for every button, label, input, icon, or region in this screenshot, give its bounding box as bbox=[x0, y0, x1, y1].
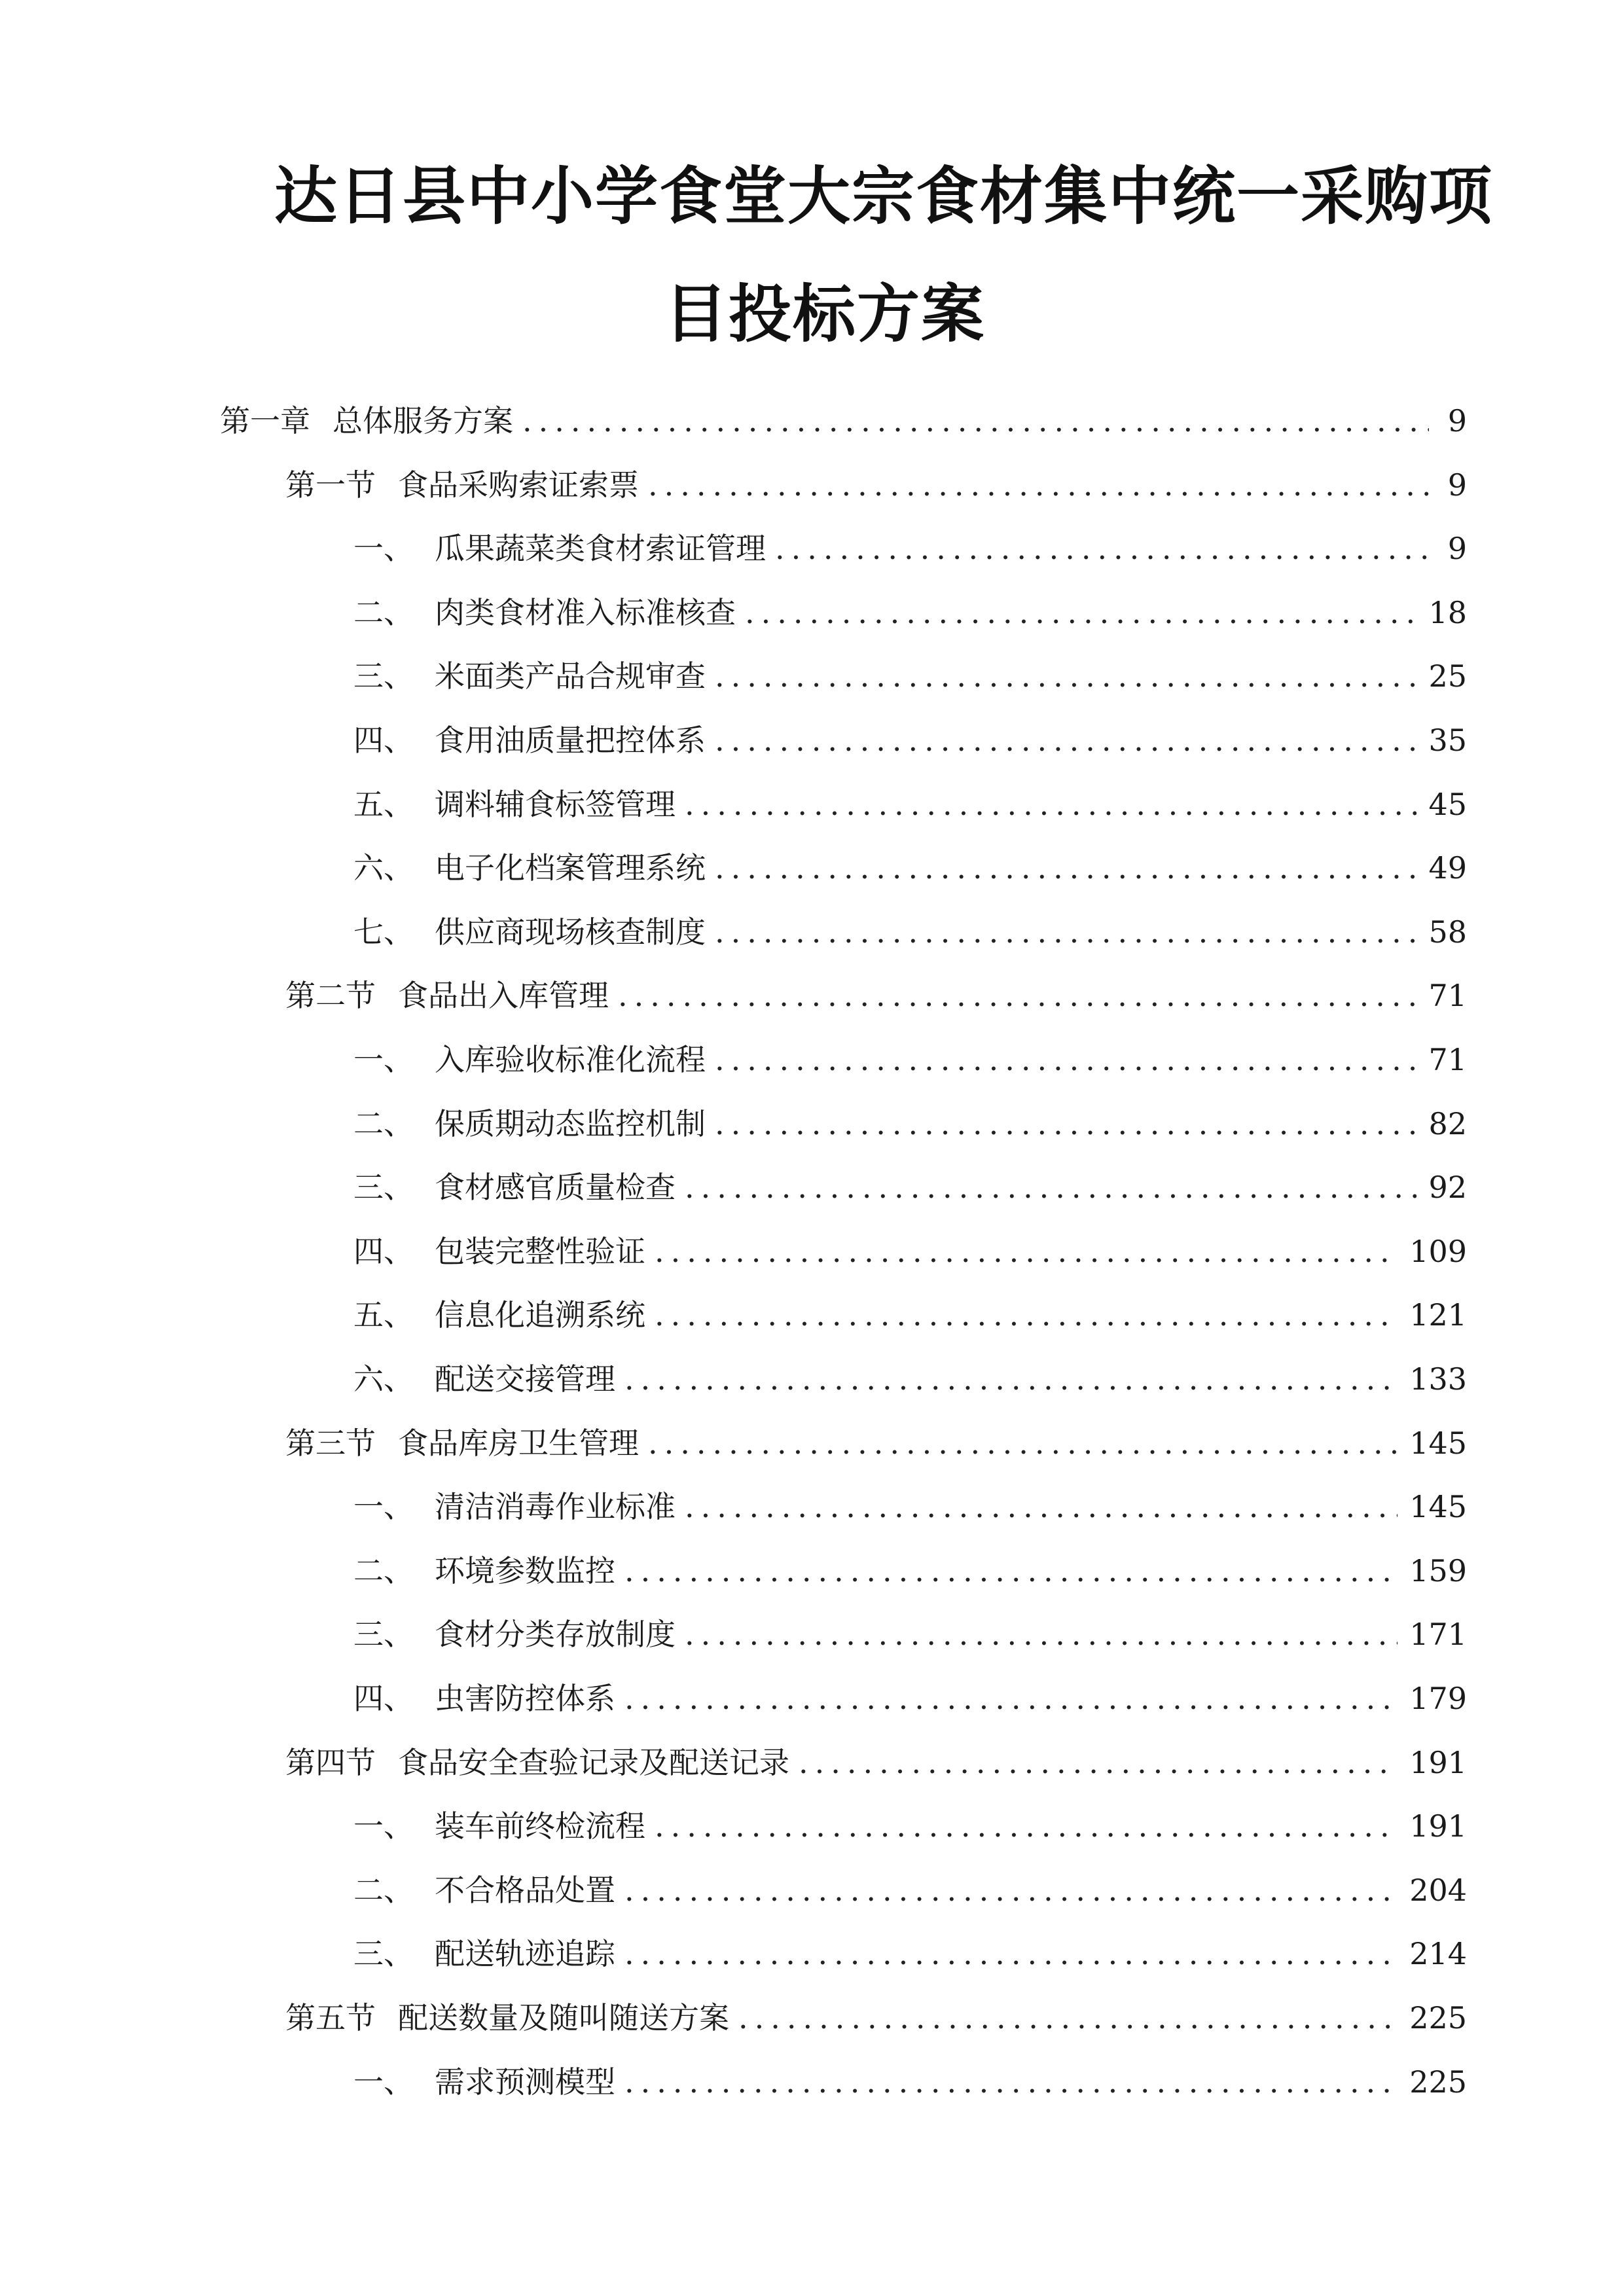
toc-entry-page-number: 191 bbox=[1409, 1808, 1467, 1844]
toc-entry[interactable] bbox=[353, 1101, 1467, 1147]
toc-entry-number: 第四节 bbox=[285, 1744, 376, 1780]
toc-entry-title: 入库验收标准化流程 bbox=[435, 1042, 706, 1077]
toc-entry-page-number: 159 bbox=[1409, 1552, 1467, 1588]
toc-dot-leader bbox=[624, 1867, 1398, 1913]
toc-entry-number: 六、 bbox=[353, 1361, 414, 1397]
toc-dot-leader bbox=[648, 462, 1429, 508]
toc-entry-page-number: 49 bbox=[1428, 850, 1467, 886]
toc-entry[interactable] bbox=[353, 1356, 1467, 1402]
toc-entry[interactable] bbox=[285, 462, 1467, 508]
toc-dot-leader bbox=[715, 845, 1416, 891]
toc-entry-title: 包装完整性验证 bbox=[435, 1233, 645, 1269]
toc-entry-page-number: 214 bbox=[1409, 1936, 1467, 1972]
toc-entry-page-number: 71 bbox=[1428, 1042, 1467, 1077]
toc-entry[interactable] bbox=[285, 973, 1467, 1018]
toc-entry-number: 五、 bbox=[353, 786, 414, 822]
toc-entry-page-number: 45 bbox=[1428, 786, 1467, 822]
toc-dot-leader bbox=[745, 590, 1416, 636]
toc-entry-title: 食材感官质量检查 bbox=[435, 1170, 676, 1206]
toc-entry-number: 五、 bbox=[353, 1297, 414, 1333]
toc-dot-leader bbox=[624, 1931, 1398, 1977]
toc-entry-number: 三、 bbox=[353, 1170, 414, 1206]
toc-entry-title: 食品库房卫生管理 bbox=[398, 1425, 639, 1461]
toc-entry-page-number: 109 bbox=[1409, 1233, 1467, 1269]
toc-entry[interactable] bbox=[353, 2059, 1467, 2105]
toc-entry-number: 一、 bbox=[353, 1042, 414, 1077]
toc-dot-leader bbox=[655, 1803, 1398, 1849]
toc-entry[interactable] bbox=[285, 1420, 1467, 1466]
toc-entry[interactable] bbox=[353, 526, 1467, 571]
toc-entry-page-number: 225 bbox=[1409, 2000, 1467, 2036]
toc-dot-leader bbox=[799, 1740, 1398, 1785]
toc-entry-title: 信息化追溯系统 bbox=[435, 1297, 645, 1333]
toc-entry-title: 食品安全查验记录及配送记录 bbox=[398, 1744, 789, 1780]
toc-entry-number: 第一节 bbox=[285, 467, 376, 503]
toc-entry-title: 瓜果蔬菜类食材索证管理 bbox=[435, 531, 766, 567]
toc-entry[interactable] bbox=[353, 1867, 1467, 1913]
toc-dot-leader bbox=[715, 1037, 1416, 1083]
toc-dot-leader bbox=[624, 2059, 1398, 2105]
toc-entry-number: 二、 bbox=[353, 1552, 414, 1588]
toc-entry-number: 三、 bbox=[353, 658, 414, 694]
toc-entry[interactable] bbox=[285, 1740, 1467, 1785]
toc-entry-page-number: 204 bbox=[1409, 1872, 1467, 1908]
toc-entry-title: 装车前终检流程 bbox=[435, 1808, 645, 1844]
toc-entry-number: 三、 bbox=[353, 1617, 414, 1653]
toc-entry[interactable] bbox=[353, 1548, 1467, 1594]
toc-entry-title: 总体服务方案 bbox=[333, 403, 513, 439]
toc-entry-title: 食材分类存放制度 bbox=[435, 1617, 676, 1653]
toc-dot-leader bbox=[775, 526, 1429, 571]
toc-entry-number: 四、 bbox=[353, 723, 414, 758]
toc-entry-page-number: 145 bbox=[1409, 1425, 1467, 1461]
toc-entry-title: 食用油质量把控体系 bbox=[435, 723, 706, 758]
toc-entry[interactable] bbox=[220, 398, 1467, 444]
toc-entry-number: 一、 bbox=[353, 1489, 414, 1525]
toc-dot-leader bbox=[685, 1611, 1398, 1657]
toc-entry[interactable] bbox=[353, 845, 1467, 891]
toc-entry[interactable] bbox=[353, 1484, 1467, 1530]
toc-entry-number: 二、 bbox=[353, 1105, 414, 1141]
toc-entry-page-number: 71 bbox=[1428, 978, 1467, 1014]
toc-entry-number: 二、 bbox=[353, 594, 414, 630]
toc-entry-page-number: 179 bbox=[1409, 1681, 1467, 1716]
toc-entry-page-number: 25 bbox=[1428, 658, 1467, 694]
toc-entry[interactable] bbox=[353, 1931, 1467, 1977]
toc-entry[interactable] bbox=[353, 1676, 1467, 1721]
toc-entry-number: 第三节 bbox=[285, 1425, 376, 1461]
toc-dot-leader bbox=[655, 1229, 1398, 1274]
document-title-line-2: 目投标方案 bbox=[664, 278, 985, 351]
toc-dot-leader bbox=[655, 1292, 1398, 1338]
toc-entry-page-number: 191 bbox=[1409, 1744, 1467, 1780]
toc-entry[interactable] bbox=[353, 909, 1467, 955]
toc-dot-leader bbox=[715, 1101, 1416, 1147]
toc-entry[interactable] bbox=[353, 653, 1467, 699]
toc-entry-page-number: 58 bbox=[1428, 914, 1467, 950]
toc-dot-leader bbox=[685, 781, 1416, 827]
toc-dot-leader bbox=[715, 717, 1416, 763]
toc-entry-title: 需求预测模型 bbox=[435, 2064, 615, 2100]
toc-entry-title: 配送数量及随叫随送方案 bbox=[398, 2000, 729, 2036]
toc-entry[interactable] bbox=[353, 781, 1467, 827]
toc-entry-number: 二、 bbox=[353, 1872, 414, 1908]
toc-entry-number: 一、 bbox=[353, 1808, 414, 1844]
toc-dot-leader bbox=[522, 398, 1429, 444]
toc-entry-title: 清洁消毒作业标准 bbox=[435, 1489, 676, 1525]
toc-entry[interactable] bbox=[353, 717, 1467, 763]
toc-entry-title: 供应商现场核查制度 bbox=[435, 914, 706, 950]
toc-entry-page-number: 171 bbox=[1409, 1617, 1467, 1653]
toc-entry-title: 肉类食材准入标准核查 bbox=[435, 594, 736, 630]
toc-entry-page-number: 35 bbox=[1428, 723, 1467, 758]
document-title-line-1: 达日县中小学食堂大宗食材集中统一采购项 bbox=[274, 160, 1493, 233]
toc-entry[interactable] bbox=[353, 1292, 1467, 1338]
toc-entry-page-number: 225 bbox=[1409, 2064, 1467, 2100]
toc-entry-page-number: 9 bbox=[1447, 403, 1467, 439]
toc-entry-title: 环境参数监控 bbox=[435, 1552, 615, 1588]
toc-entry-title: 虫害防控体系 bbox=[435, 1681, 615, 1716]
toc-entry-number: 第五节 bbox=[285, 2000, 376, 2036]
toc-dot-leader bbox=[738, 1995, 1398, 2041]
toc-entry-page-number: 9 bbox=[1447, 467, 1467, 503]
toc-dot-leader bbox=[624, 1548, 1398, 1594]
toc-dot-leader bbox=[715, 909, 1416, 955]
toc-dot-leader bbox=[648, 1420, 1398, 1466]
toc-entry-title: 食品采购索证索票 bbox=[398, 467, 639, 503]
toc-dot-leader bbox=[685, 1484, 1398, 1530]
toc-entry-title: 调料辅食标签管理 bbox=[435, 786, 676, 822]
toc-entry[interactable] bbox=[353, 1164, 1467, 1210]
toc-entry-page-number: 121 bbox=[1409, 1297, 1467, 1333]
toc-entry-number: 七、 bbox=[353, 914, 414, 950]
toc-entry[interactable] bbox=[285, 1995, 1467, 2041]
toc-entry-title: 电子化档案管理系统 bbox=[435, 850, 706, 886]
toc-entry-number: 一、 bbox=[353, 2064, 414, 2100]
toc-entry-page-number: 82 bbox=[1428, 1105, 1467, 1141]
toc-dot-leader bbox=[624, 1356, 1398, 1402]
toc-entry-number: 六、 bbox=[353, 850, 414, 886]
toc-dot-leader bbox=[685, 1164, 1416, 1210]
toc-entry-page-number: 9 bbox=[1447, 531, 1467, 567]
toc-entry-page-number: 92 bbox=[1428, 1170, 1467, 1206]
toc-entry[interactable] bbox=[353, 1611, 1467, 1657]
toc-entry-number: 第一章 bbox=[220, 403, 310, 439]
toc-entry-number: 一、 bbox=[353, 531, 414, 567]
toc-entry-title: 保质期动态监控机制 bbox=[435, 1105, 706, 1141]
toc-dot-leader bbox=[715, 653, 1416, 699]
toc-entry-number: 三、 bbox=[353, 1936, 414, 1972]
toc-dot-leader bbox=[624, 1676, 1398, 1721]
toc-entry-title: 不合格品处置 bbox=[435, 1872, 615, 1908]
toc-entry-title: 食品出入库管理 bbox=[398, 978, 609, 1014]
toc-entry[interactable] bbox=[353, 1229, 1467, 1274]
toc-entry[interactable] bbox=[353, 590, 1467, 636]
toc-entry[interactable] bbox=[353, 1803, 1467, 1849]
toc-entry-page-number: 145 bbox=[1409, 1489, 1467, 1525]
toc-entry-page-number: 133 bbox=[1409, 1361, 1467, 1397]
toc-entry-number: 四、 bbox=[353, 1233, 414, 1269]
toc-entry[interactable] bbox=[353, 1037, 1467, 1083]
toc-entry-title: 配送轨迹追踪 bbox=[435, 1936, 615, 1972]
toc-entry-title: 配送交接管理 bbox=[435, 1361, 615, 1397]
toc-entry-title: 米面类产品合规审查 bbox=[435, 658, 706, 694]
toc-entry-number: 四、 bbox=[353, 1681, 414, 1716]
toc-entry-page-number: 18 bbox=[1428, 594, 1467, 630]
toc-entry-number: 第二节 bbox=[285, 978, 376, 1014]
toc-dot-leader bbox=[618, 973, 1416, 1018]
